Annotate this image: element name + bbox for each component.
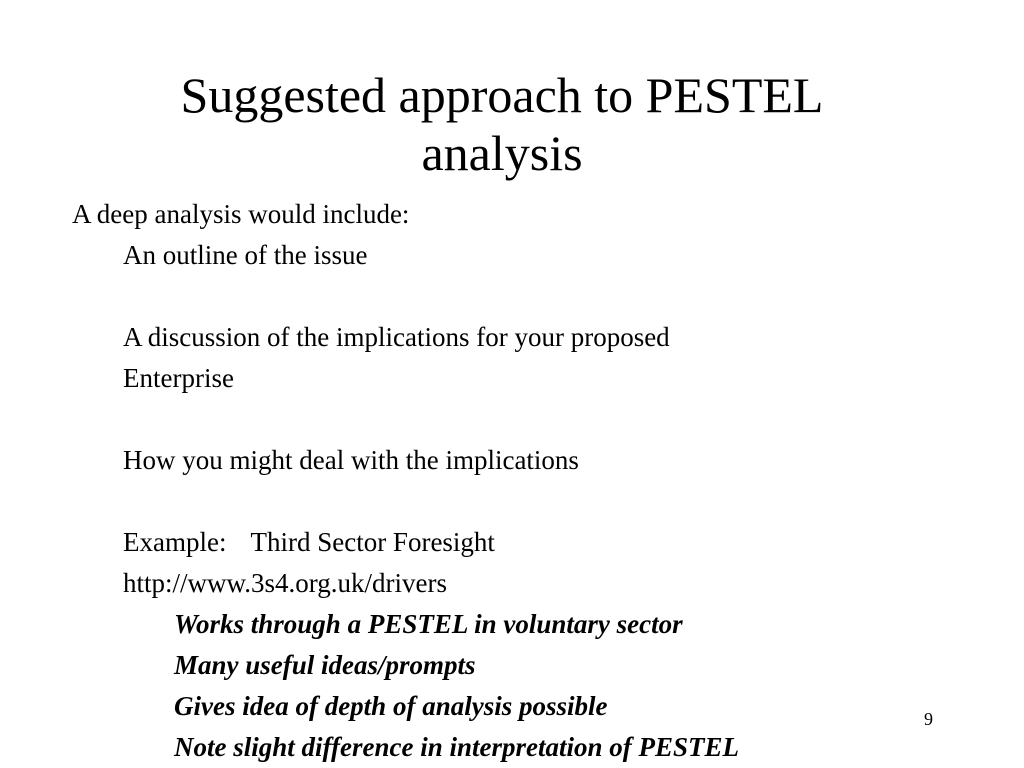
page-number: 9 [924, 709, 933, 729]
spacer [72, 399, 972, 440]
example-note: Note slight difference in interpretation of PESTEL [174, 732, 740, 762]
example-url: http://www.3s4.org.uk/drivers [123, 568, 447, 598]
slide-title [0, 66, 1004, 182]
point-implications-line2: Enterprise [123, 363, 234, 393]
example-note: Many useful ideas/prompts [174, 650, 476, 680]
title-line-1: Suggested approach to PESTEL [180, 67, 824, 123]
point-deal-with-implications: How you might deal with the implications [123, 445, 579, 475]
slide-body [72, 194, 972, 768]
example-label: Example: [123, 527, 227, 557]
example-note: Works through a PESTEL in voluntary sector [174, 609, 683, 639]
point-outline: An outline of the issue [123, 240, 368, 270]
spacer [72, 276, 972, 317]
spacer [72, 481, 972, 522]
example-line [72, 522, 972, 563]
intro-text: A deep analysis would include: [72, 199, 410, 229]
point-implications-line1: A discussion of the implications for your proposed [123, 322, 670, 352]
example-name: Third Sector Foresight [250, 527, 495, 557]
example-note: Gives idea of depth of analysis possible [174, 691, 608, 721]
title-line-2: analysis [421, 125, 583, 181]
